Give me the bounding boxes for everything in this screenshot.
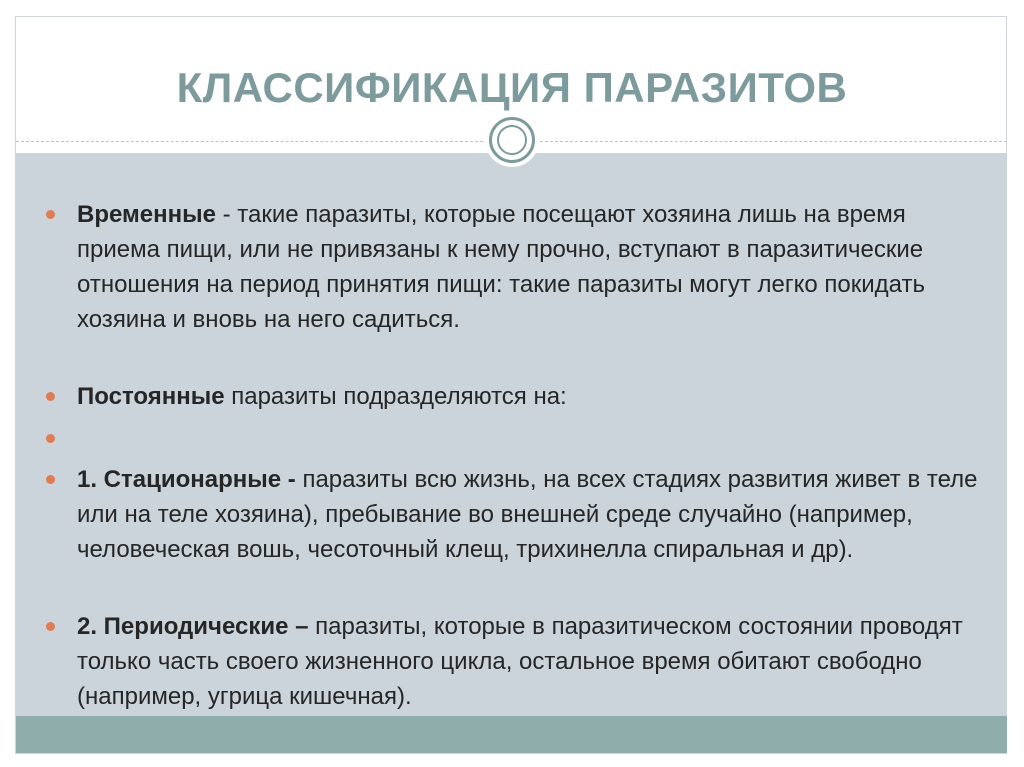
dot-bullet-icon xyxy=(46,210,55,219)
footer-band xyxy=(16,716,1007,753)
bullet-description: паразиты всю жизнь, на всех стадиях развития живет в теле или на теле хозяина), пребывание во внешней среде случайно (например, человеческая вошь, чесоточный клещ, трихинелла спиральная и др). xyxy=(77,466,978,563)
double-ring-circle-icon xyxy=(485,113,539,167)
bullet-text xyxy=(77,379,982,414)
slide-title: КЛАССИФИКАЦИЯ ПАРАЗИТОВ xyxy=(176,64,848,111)
bullet-term: 1. Стационарные - xyxy=(77,466,296,493)
bullet-text xyxy=(77,609,982,714)
bullet-term: 2. Периодические – xyxy=(77,613,309,640)
bullet-term: Постоянные xyxy=(77,383,225,410)
dot-bullet-icon xyxy=(46,475,55,484)
ornament-inner-ring xyxy=(497,125,527,155)
bullet-text xyxy=(77,197,982,337)
dot-bullet-icon xyxy=(46,392,55,401)
bullet-description: паразиты, которые в паразитическом состоянии проводят только часть своего жизненного цикла, остальное время обитают свободно (например, угрица кишечная). xyxy=(77,613,963,710)
content-panel xyxy=(16,153,1007,716)
bullet-term: Временные xyxy=(77,201,216,228)
bullet-description: паразиты подразделяются на: xyxy=(224,383,567,410)
bullet-description: - такие паразиты, которые посещают хозяина лишь на время приема пищи, или не привязаны к нему прочно, вступают в паразитические отношения на период принятия пищи: такие паразиты могут легко покидать хозяина и вновь на него садиться. xyxy=(77,201,925,333)
dot-bullet-icon xyxy=(46,622,55,631)
dot-bullet-icon xyxy=(46,434,55,443)
bullet-text xyxy=(77,462,982,567)
ornament-outer-ring xyxy=(489,117,535,163)
